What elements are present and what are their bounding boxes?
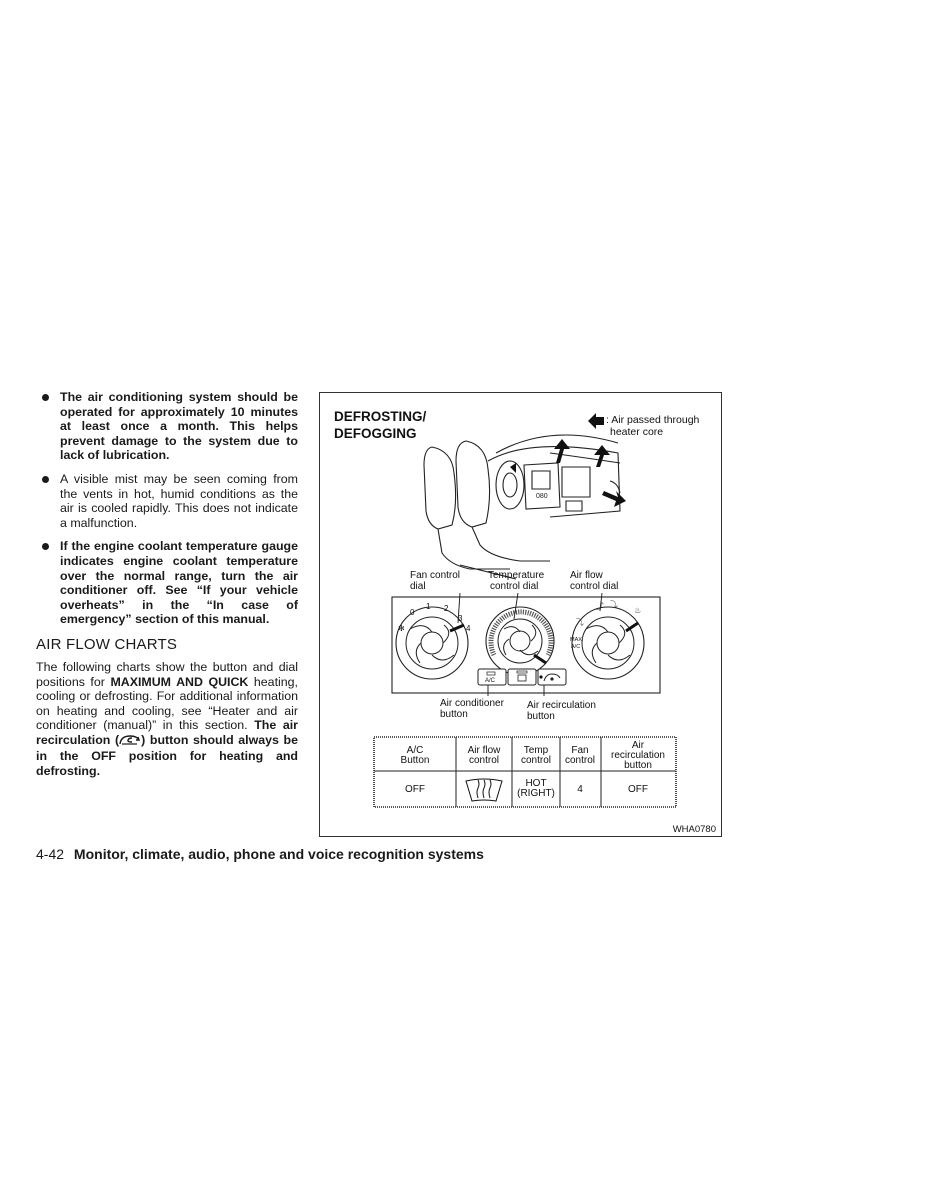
table-header-recirc-l1: Air [631,740,645,751]
fan-tick-0: 0 [410,608,415,617]
fan-icon: ✻ [398,624,405,633]
foot-mode-icon: ⤵ [576,618,584,627]
ac-label-line1: Air conditioner [440,698,504,709]
bullet-visible-mist: A visible mist may be seen coming from the vents in hot, humid conditions as the air is cooled rapidly. This does not indicate a malfunction. [36,472,298,530]
bilevel-mode-icon: ⤵ [610,600,618,609]
table-header-ac-l1: A/C [406,745,424,756]
svg-text:A/C: A/C [485,678,496,684]
vent-mode-icon: ⤴ [596,602,604,611]
fan-tick-3: 3 [458,614,463,623]
table-header-temp-l2: control [520,755,552,766]
ac-button[interactable] [478,669,506,685]
table-header-fan-l1: Fan [571,745,589,756]
table-value-temp-l1: HOT [525,778,547,789]
bullet-coolant-temperature: If the engine coolant temperature gauge indicates engine coolant temperature over the normal range, turn the air conditioner off. See “If your vehicle overheats” in the “In case of emergency” section of this manual. [36,539,298,627]
recirc-label-line2: button [527,711,555,722]
ac-label-line2: button [440,709,468,720]
figure-title-line1: DEFROSTING/ [334,409,427,424]
air-flow-control-dial [570,600,644,679]
flow-max-line1: MAX [570,637,582,643]
table-value-temp-l2: (RIGHT) [517,788,555,799]
fan-control-dial [396,602,471,679]
left-column [36,390,298,779]
cabin-illustration [424,435,620,579]
fan-tick-2: 2 [444,604,449,613]
temp-label-line1: Temperature [488,570,545,581]
chapter-title: Monitor, climate, audio, phone and voice recognition systems [73,846,484,862]
table-header-temp-l1: Temp [523,745,549,756]
dash-label: 080 [536,493,548,500]
fan-label-line1: Fan control [410,570,461,581]
flow-label-line1: Air flow [570,570,603,581]
table-header-recirc-l3: button [624,760,652,771]
air-recirculation-icon [119,734,141,750]
table-value-fan: 4 [577,784,583,795]
bullet-dot-icon [42,476,49,483]
table-header-recirc-l2: recirculation [611,750,665,761]
table-header-flow-l1: Air flow [467,745,501,756]
page-number: 4-42 [36,846,65,862]
table-header-flow-l2: control [468,755,500,766]
air-recirculation-button[interactable] [538,669,566,685]
flow-max-line2: A/C [571,644,581,650]
fan-tick-1: 1 [426,602,431,611]
flow-label-line2: control dial [570,581,619,592]
bullet-ac-monthly: The air conditioning system should be operated for approximately 10 minutes at least once a month. This helps prevent damage to the system due to lack of lubrication. [36,390,298,463]
table-value-recirc: OFF [628,784,648,795]
legend-line2: heater core [610,426,664,438]
control-panel [392,597,660,693]
defrosting-illustration [320,393,721,836]
page-footer [36,846,484,862]
defrosting-figure [319,392,722,837]
air-flow-charts-paragraph: The following charts show the button and dial positions for MAXIMUM AND QUICK heating, cooling or defrosting. For additional information on heating and cooling, see “Heater and air conditioner (manual)” in this section. The air recirculation ( ) button should always be in the OFF position for heating and defrosting. [36,659,298,779]
figure-code: WHA0780 [672,824,716,835]
settings-table [374,737,676,807]
fan-label-line2: dial [410,581,426,592]
section-heading: AIR FLOW CHARTS [36,635,178,653]
defrost-mode-icon: ♨ [634,606,642,615]
table-header-ac-l2: Button [400,755,430,766]
bullet-dot-icon [42,394,49,401]
temp-label-line2: control dial [490,581,539,592]
rear-defrost-button[interactable] [508,669,536,685]
figure-title-line2: DEFOGGING [334,426,417,441]
bullet-dot-icon [42,543,49,550]
fan-tick-4: 4 [466,624,471,633]
legend-line1: : Air passed through [606,414,700,426]
recirc-label-line1: Air recirculation [527,700,596,711]
temperature-control-dial [486,607,554,675]
legend-arrow-icon [588,413,604,429]
table-header-fan-l2: control [564,755,596,766]
table-value-ac: OFF [405,784,425,795]
defrost-mode-icon [466,779,502,801]
